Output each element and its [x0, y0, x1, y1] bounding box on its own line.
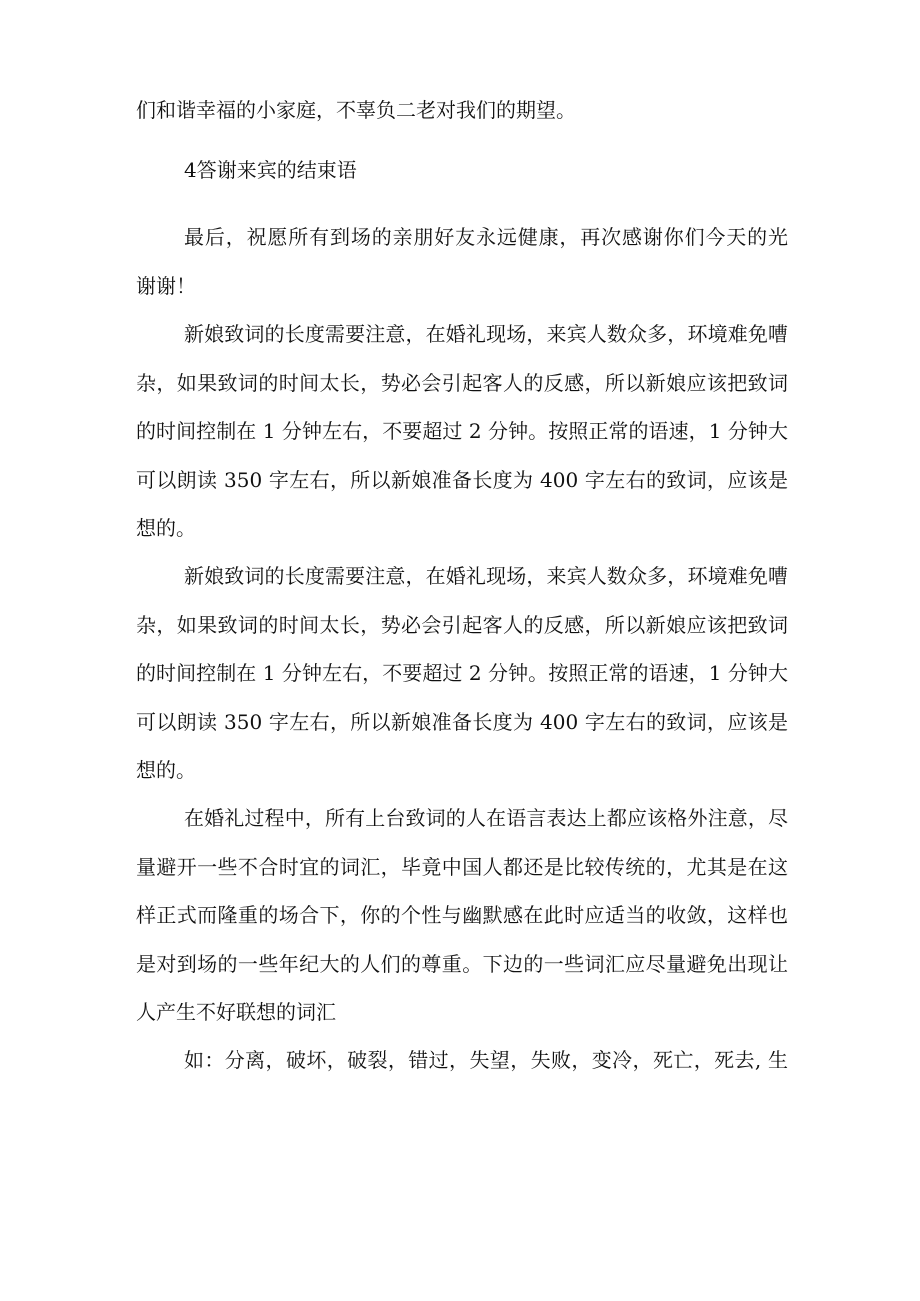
paragraph-line: 人产生不好联想的词汇	[136, 1000, 336, 1024]
paragraph	[136, 552, 788, 795]
paragraph	[136, 146, 788, 195]
paragraph-line: 谢谢！	[136, 273, 196, 298]
paragraph	[136, 1036, 788, 1085]
paragraph	[136, 86, 788, 135]
paragraph-line: 在婚礼过程中，所有上台致词的人在语言表达上都应该格外注意，尽	[184, 806, 788, 830]
paragraph-line: 4答谢来宾的结束语	[184, 158, 357, 182]
paragraph-line: 的时间控制在 1 分钟左右，不要超过 2 分钟。按照正常的语速，1 分钟大	[136, 419, 788, 443]
paragraph-line: 最后，祝愿所有到场的亲朋好友永远健康，再次感谢你们今天的光	[184, 225, 788, 249]
paragraph-line: 可以朗读 350 字左右，所以新娘准备长度为 400 字左右的致词，应该是	[136, 709, 788, 734]
paragraph-line: 杂，如果致词的时间太长，势必会引起客人的反感，所以新娘应该把致词	[136, 370, 788, 395]
paragraph	[136, 213, 788, 310]
paragraph-line: 可以朗读 350 字左右，所以新娘准备长度为 400 字左右的致词，应该是	[136, 467, 788, 492]
paragraph-line: 们和谐幸福的小家庭，不辜负二老对我们的期望。	[136, 98, 576, 122]
paragraph-line: 想的。	[136, 758, 196, 782]
paragraph-line: 新娘致词的长度需要注意，在婚礼现场，来宾人数众多，环境难免嘈	[184, 564, 788, 588]
paragraph-line: 样正式而隆重的场合下，你的个性与幽默感在此时应适当的收敛，这样也	[136, 903, 788, 927]
paragraph	[136, 310, 788, 553]
paragraph-line: 的时间控制在 1 分钟左右，不要超过 2 分钟。按照正常的语速，1 分钟大	[136, 661, 788, 685]
paragraph	[136, 794, 788, 1037]
paragraph-line: 是对到场的一些年纪大的人们的尊重。下边的一些词汇应尽量避免出现让	[136, 951, 788, 976]
paragraph-line: 杂，如果致词的时间太长，势必会引起客人的反感，所以新娘应该把致词	[136, 612, 788, 637]
paragraph-line: 想的。	[136, 516, 196, 540]
paragraph-line: 量避开一些不合时宜的词汇，毕竟中国人都还是比较传统的，尤其是在这	[136, 854, 788, 879]
paragraph-line: 如：分离，破坏，破裂，错过，失望，失败，变冷，死亡，死去, 生	[184, 1048, 788, 1072]
paragraph-line: 新娘致词的长度需要注意，在婚礼现场，来宾人数众多，环境难免嘈	[184, 322, 788, 346]
